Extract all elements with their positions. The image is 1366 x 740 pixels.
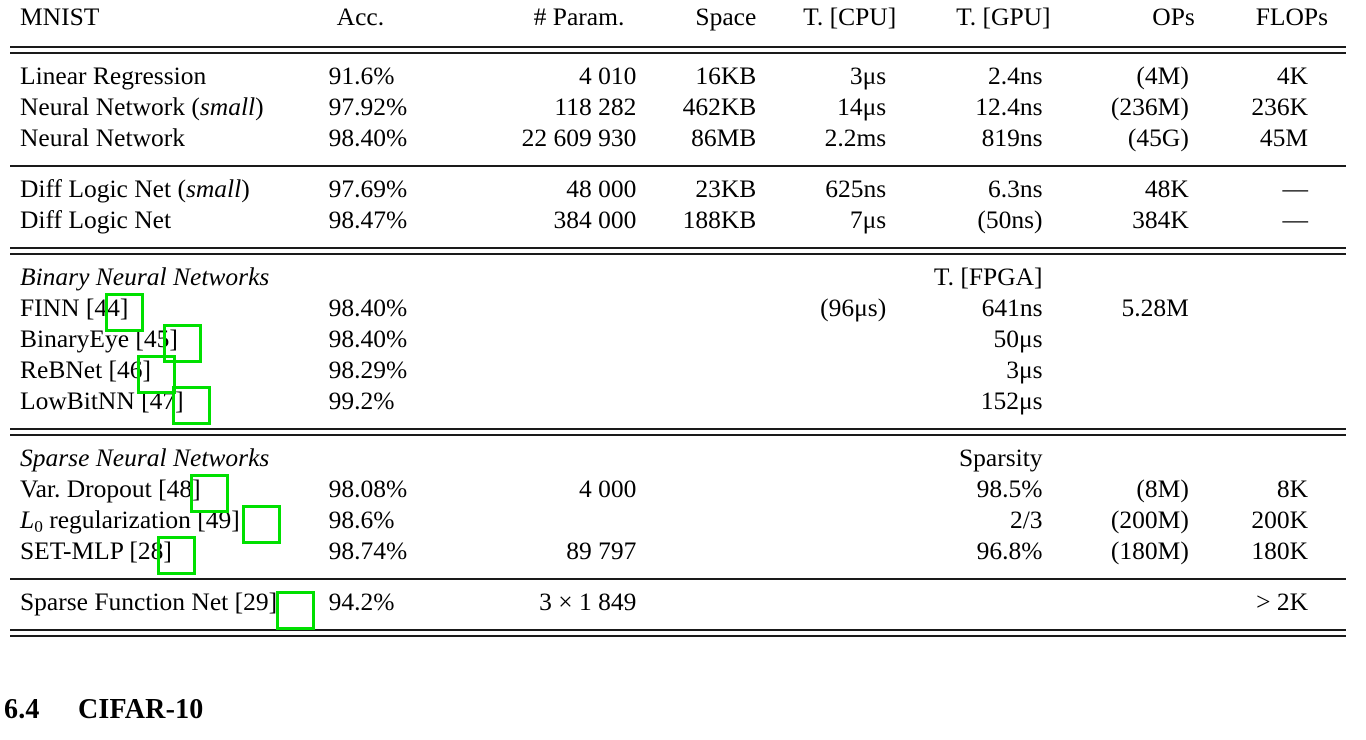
empty-cell [329,264,464,295]
table-row [10,176,1346,207]
cell-param: 48 000 [566,174,637,203]
table-row [10,63,1346,94]
section-title: CIFAR-10 [78,694,204,725]
double-rule-row [10,428,1346,436]
section-heading [4,694,204,726]
cell-ops: (200M) [1110,505,1189,534]
cell-gpu: 98.5% [976,474,1043,503]
cell-flops: 180K [1251,536,1308,565]
cell-space [646,357,764,388]
cell-name: Diff Logic Net (small) [20,174,250,203]
double-rule [10,428,1346,436]
double-rule-row [10,629,1346,637]
column-header-space: Space [695,2,757,31]
cell-space [646,326,764,357]
cell-acc: 97.92% [328,92,408,121]
cell-space [646,507,764,538]
cell-gpu: 2/3 [1009,505,1043,534]
cell-ops: (8M) [1136,474,1189,503]
cell-acc: 98.40% [328,293,408,322]
cell-ops: (4M) [1136,61,1189,90]
cell-name: SET-MLP [28] [20,536,172,565]
cell-name: Neural Network (small) [20,92,264,121]
cell-param: 4 010 [578,61,637,90]
cell-space [646,388,764,419]
cell-name: L0 regularization [49] [20,505,240,536]
cell-space [646,295,764,326]
table-row [10,538,1346,569]
cell-param [463,326,646,357]
cell-ops [1071,589,1201,620]
double-rule [10,46,1346,54]
table-row [10,388,1346,419]
cell-acc: 98.6% [328,505,395,534]
section-number: 6.4 [4,694,40,725]
group-subheading: Binary Neural Networks [20,262,270,291]
cell-cpu [764,326,908,357]
cell-name: Diff Logic Net [20,205,172,234]
cell-cpu: 7μs [849,205,887,234]
cell-gpu [908,589,1070,620]
cell-flops: 200K [1251,505,1308,534]
table-header-row [10,4,1346,46]
cell-cpu: 14μs [837,92,887,121]
cell-ops: 5.28M [1121,293,1189,322]
cell-acc: 98.40% [328,123,408,152]
double-rule [10,247,1346,255]
cell-cpu: 3μs [849,61,887,90]
empty-cell [646,264,764,295]
cell-space [646,538,764,569]
cell-acc: 91.6% [328,61,395,90]
cell-gpu: 96.8% [976,536,1043,565]
double-rule-row [10,247,1346,255]
empty-cell [1071,445,1201,476]
table-row [10,207,1346,238]
cell-flops: — [1282,174,1308,203]
cell-param: 384 000 [553,205,637,234]
cell-name: Var. Dropout [48] [20,474,201,503]
column-header-ops: OPs [1152,2,1195,31]
cell-gpu: 50μs [993,324,1043,353]
cell-acc: 98.40% [328,324,408,353]
cell-param: 3 × 1 849 [539,587,637,616]
cell-cpu [764,507,908,538]
cell-flops [1201,326,1346,357]
group-subheading: Sparse Neural Networks [20,443,270,472]
table-row [10,125,1346,156]
cell-name: BinaryEye [45] [20,324,178,353]
table-row [10,326,1346,357]
cell-gpu: 3μs [1006,355,1043,384]
column-header-gpu: T. [GPU] [956,2,1051,31]
cell-flops: 4K [1276,61,1308,90]
cell-acc: 98.74% [328,536,408,565]
table-row [10,295,1346,326]
cell-ops [1071,388,1201,419]
cell-space: 23KB [695,174,757,203]
cell-space [646,589,764,620]
empty-cell [646,445,764,476]
cell-param [463,388,646,419]
empty-cell [764,264,908,295]
cell-flops: > 2K [1256,587,1308,616]
sub-column-header-gpu: T. [FPGA] [933,262,1043,291]
cell-cpu: 2.2ms [824,123,887,152]
cell-cpu [764,538,908,569]
cell-flops: 8K [1276,474,1308,503]
cell-ops: (236M) [1110,92,1189,121]
cell-cpu: 625ns [825,174,887,203]
cell-param [463,357,646,388]
rule-under-header [10,46,1346,54]
cell-flops [1201,295,1346,326]
cell-name: FINN [44] [20,293,129,322]
column-header-param: # Param. [533,2,625,31]
empty-cell [329,445,464,476]
empty-cell [1201,264,1346,295]
cell-acc: 98.08% [328,474,408,503]
cell-ops [1071,357,1201,388]
cell-space: 16KB [695,61,757,90]
cell-flops [1201,388,1346,419]
cell-gpu: (50ns) [977,205,1043,234]
cell-param: 118 282 [554,92,637,121]
cell-flops: — [1282,205,1308,234]
mnist-results-table [10,4,1346,637]
cell-acc: 99.2% [328,386,395,415]
cell-ops: (45G) [1127,123,1189,152]
cell-param: 89 797 [566,536,637,565]
column-header-cpu: T. [CPU] [803,2,897,31]
cell-space [646,476,764,507]
cell-flops: 45M [1259,123,1308,152]
cell-gpu: 152μs [980,386,1043,415]
cell-name: ReBNet [46] [20,355,152,384]
table-row [10,507,1346,538]
cell-name: Sparse Function Net [29] [20,587,278,616]
spacer [10,156,1346,165]
cell-cpu [764,476,908,507]
empty-cell [463,264,646,295]
spacer [10,620,1346,629]
cell-cpu [764,357,908,388]
spacer [10,238,1346,247]
sub-column-header-gpu: Sparsity [958,443,1043,472]
column-header-flops: FLOPs [1255,2,1328,31]
cell-cpu: (96μs) [820,293,887,322]
cell-gpu: 641ns [981,293,1043,322]
cell-param [463,295,646,326]
cell-gpu: 12.4ns [975,92,1043,121]
empty-cell [764,445,908,476]
table-row [10,94,1346,125]
cell-name: Neural Network [20,123,185,152]
empty-cell [463,445,646,476]
cell-acc: 98.29% [328,355,408,384]
cell-ops: 48K [1144,174,1189,203]
group-subheading-row [10,264,1346,295]
cell-flops [1201,357,1346,388]
table-body [10,63,1346,637]
cell-param: 22 609 930 [521,123,637,152]
double-rule [10,629,1346,637]
table-header [10,4,1346,63]
cell-cpu [764,388,908,419]
spacer [10,569,1346,578]
spacer [10,419,1346,428]
cell-ops: (180M) [1110,536,1189,565]
cell-acc: 97.69% [328,174,408,203]
cell-name: Linear Regression [20,61,207,90]
cell-param [463,507,646,538]
table-row [10,589,1346,620]
table-row [10,357,1346,388]
cell-space: 462KB [682,92,757,121]
cell-cpu [764,589,908,620]
cell-gpu: 6.3ns [987,174,1043,203]
cell-space: 188KB [682,205,757,234]
table-row [10,476,1346,507]
cell-gpu: 819ns [981,123,1043,152]
cell-ops: 384K [1132,205,1189,234]
column-header-mnist: MNIST [20,2,100,31]
cell-flops: 236K [1251,92,1308,121]
empty-cell [1071,264,1201,295]
cell-gpu: 2.4ns [987,61,1043,90]
empty-cell [1201,445,1346,476]
cell-param: 4 000 [578,474,637,503]
cell-acc: 94.2% [328,587,395,616]
group-subheading-row [10,445,1346,476]
cell-ops [1071,326,1201,357]
cell-name: LowBitNN [47] [20,386,184,415]
cell-space: 86MB [691,123,757,152]
cell-acc: 98.47% [328,205,408,234]
column-header-acc: Acc. [336,2,385,31]
